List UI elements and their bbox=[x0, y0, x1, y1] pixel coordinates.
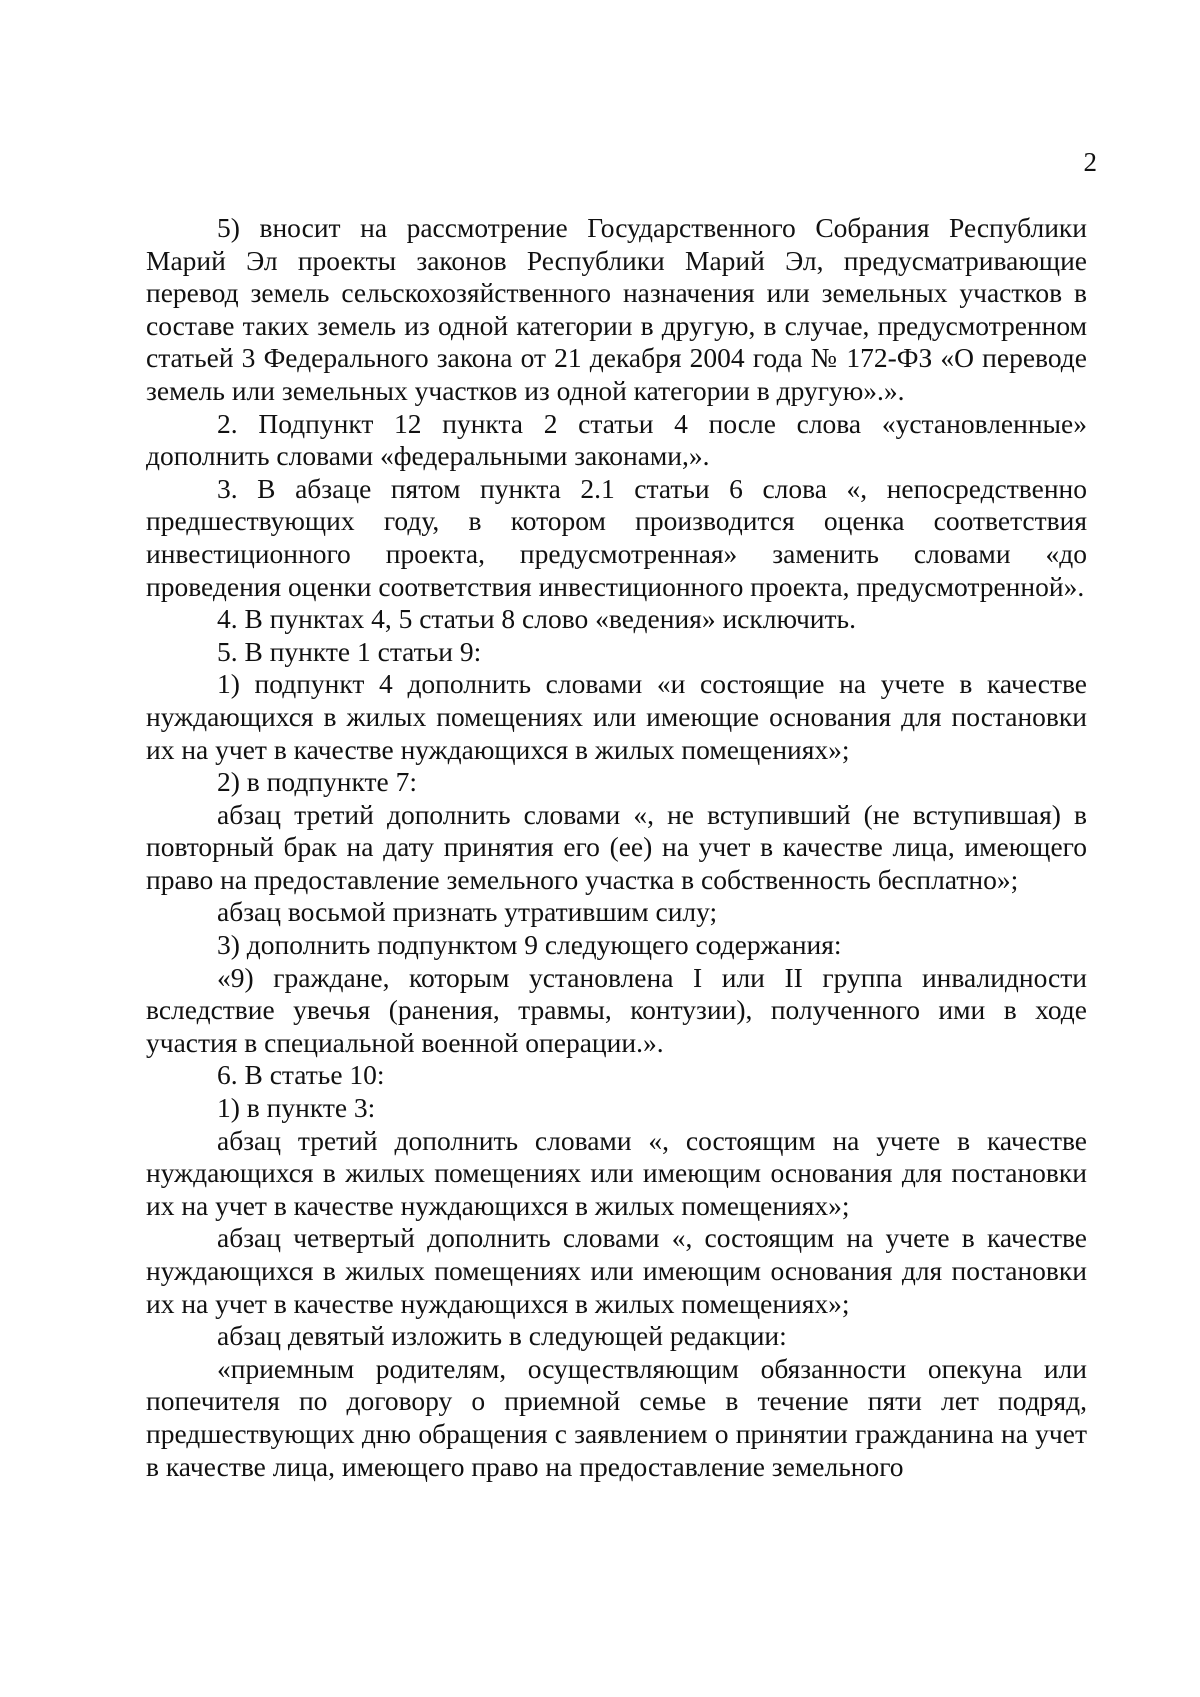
paragraph-amendment-6: 6. В статье 10: bbox=[217, 1059, 385, 1091]
paragraph-subitem-3: 3) дополнить подпунктом 9 следующего содержания: bbox=[217, 929, 842, 961]
paragraph-clause-eighth: абзац восьмой признать утратившим силу; bbox=[217, 896, 718, 928]
paragraph-clause-fourth-housing: абзац четвертый дополнить словами «, состоящим на учете в качестве нуждающихся в жилых помещениях или имеющим основания для постановки их на учет в качестве нуждающихся в жилых помещениях»; bbox=[146, 1222, 1087, 1319]
paragraph-item-5-land-transfer: 5) вносит на рассмотрение Государственного Собрания Республики Марий Эл проекты законов Республики Марий Эл, предусматривающие перевод земель сельскохозяйственного назначения или земельных участков в составе таких земель из одной категории в другую, в случае, предусмотренном статьей 3 Федерального закона от 21 декабря 2004 года № 172-ФЗ «О переводе земель или земельных участков из одной категории в другую».». bbox=[146, 212, 1087, 406]
paragraph-clause-ninth: абзац девятый изложить в следующей редакции: bbox=[217, 1320, 787, 1352]
paragraph-amendment-2: 2. Подпункт 12 пункта 2 статьи 4 после слова «установленные» дополнить словами «федеральными законами,». bbox=[146, 407, 1087, 472]
paragraph-amendment-5: 5. В пункте 1 статьи 9: bbox=[217, 635, 482, 667]
paragraph-subitem-1: 1) подпункт 4 дополнить словами «и состоящие на учете в качестве нуждающихся в жилых помещениях или имеющие основания для постановки их на учет в качестве нуждающихся в жилых помещениях»; bbox=[146, 668, 1087, 765]
document-body bbox=[146, 212, 1087, 1483]
paragraph-new-subitem-9: «9) граждане, которым установлена I или II группа инвалидности вследствие увечья (ранения, травмы, контузии), полученного ими в ходе участия в специальной военной операции.». bbox=[146, 961, 1087, 1058]
paragraph-foster-parents: «приемным родителям, осуществляющим обязанности опекуна или попечителя по договору о приемной семье в течение пяти лет подряд, предшествующих дню обращения с заявлением о принятии гражданина на учет в качестве лица, имеющего право на предоставление земельного bbox=[146, 1352, 1087, 1482]
paragraph-subitem-2: 2) в подпункте 7: bbox=[217, 766, 417, 798]
paragraph-clause-third: абзац третий дополнить словами «, не вступивший (не вступившая) в повторный брак на дату принятия его (ее) на учет в качестве лица, имеющего право на предоставление земельного участка в собственность бесплатно»; bbox=[146, 798, 1087, 895]
page-number: 2 bbox=[1083, 147, 1097, 177]
paragraph-subitem-1-point-3: 1) в пункте 3: bbox=[217, 1092, 376, 1124]
paragraph-clause-third-housing: абзац третий дополнить словами «, состоящим на учете в качестве нуждающихся в жилых помещениях или имеющим основания для постановки их на учет в качестве нуждающихся в жилых помещениях»; bbox=[146, 1124, 1087, 1221]
paragraph-amendment-3: 3. В абзаце пятом пункта 2.1 статьи 6 слова «, непосредственно предшествующих году, в котором производится оценка соответствия инвестиционного проекта, предусмотренная» заменить словами «до проведения оценки соответствия инвестиционного проекта, предусмотренной». bbox=[146, 472, 1087, 602]
paragraph-amendment-4: 4. В пунктах 4, 5 статьи 8 слово «ведения» исключить. bbox=[217, 603, 856, 635]
